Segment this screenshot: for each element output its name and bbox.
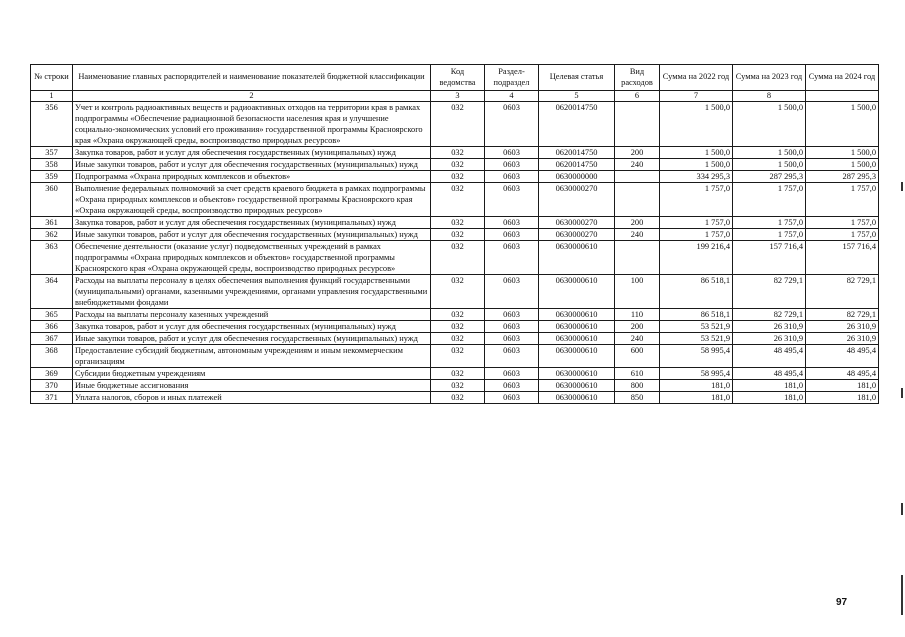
column-index: 6 (615, 91, 660, 102)
row-section: 0603 (485, 333, 539, 345)
table-row (31, 333, 879, 345)
column-index: 4 (485, 91, 539, 102)
row-expense-type: 240 (615, 333, 660, 345)
row-number: 371 (31, 392, 73, 404)
header-expense-type: Вид расходов (615, 65, 660, 91)
table-row (31, 102, 879, 147)
row-name: Обеспечение деятельности (оказание услуг) подведомственных учреждений в рамках подпрограммы «Охрана природных комплексов и объектов» государственной программы Красноярского края «Охрана окружающей среды, воспроизводство природных ресурсов» (73, 241, 431, 275)
row-name: Субсидии бюджетным учреждениям (73, 368, 431, 380)
row-sum-2022: 58 995,4 (660, 368, 733, 380)
row-dept-code: 032 (431, 171, 485, 183)
row-section: 0603 (485, 229, 539, 241)
row-sum-2024: 157 716,4 (806, 241, 879, 275)
row-sum-2022: 58 995,4 (660, 345, 733, 368)
row-number: 363 (31, 241, 73, 275)
row-dept-code: 032 (431, 368, 485, 380)
row-sum-2024: 1 500,0 (806, 147, 879, 159)
row-target: 0630000610 (539, 380, 615, 392)
row-sum-2022: 199 216,4 (660, 241, 733, 275)
row-number: 361 (31, 217, 73, 229)
table-row (31, 392, 879, 404)
row-section: 0603 (485, 368, 539, 380)
row-sum-2022: 53 521,9 (660, 321, 733, 333)
row-target: 0630000610 (539, 392, 615, 404)
row-sum-2024: 181,0 (806, 380, 879, 392)
row-section: 0603 (485, 159, 539, 171)
row-sum-2023: 1 757,0 (733, 229, 806, 241)
row-number: 359 (31, 171, 73, 183)
header-section: Раздел-подраздел (485, 65, 539, 91)
row-dept-code: 032 (431, 321, 485, 333)
row-section: 0603 (485, 321, 539, 333)
row-expense-type: 850 (615, 392, 660, 404)
row-target: 0630000610 (539, 333, 615, 345)
row-number: 368 (31, 345, 73, 368)
row-sum-2023: 157 716,4 (733, 241, 806, 275)
row-name: Расходы на выплаты персоналу казенных учреждений (73, 309, 431, 321)
header-target: Целевая статья (539, 65, 615, 91)
header-dept-code: Код ведомства (431, 65, 485, 91)
row-dept-code: 032 (431, 333, 485, 345)
row-section: 0603 (485, 392, 539, 404)
table-row (31, 380, 879, 392)
row-name: Расходы на выплаты персоналу в целях обеспечения выполнения функций государственными (муниципальными) органами, казенными учреждениями, органами управления государственными внебюджетными фондами (73, 275, 431, 309)
table-row (31, 241, 879, 275)
row-section: 0603 (485, 345, 539, 368)
row-number: 369 (31, 368, 73, 380)
row-name: Учет и контроль радиоактивных веществ и радиоактивных отходов на территории края в рамках подпрограммы «Обеспечение радиационной безопасности населения края и улучшение социально-экономических условий его проживания» государственной программы Красноярского края «Охрана окружающей среды, воспроизводство природных ресурсов» (73, 102, 431, 147)
table-row (31, 229, 879, 241)
row-sum-2023: 82 729,1 (733, 275, 806, 309)
table-row (31, 345, 879, 368)
row-sum-2023: 181,0 (733, 392, 806, 404)
column-index-row (31, 91, 879, 102)
row-sum-2024: 1 757,0 (806, 229, 879, 241)
row-expense-type: 100 (615, 275, 660, 309)
column-index: 3 (431, 91, 485, 102)
row-sum-2024: 82 729,1 (806, 275, 879, 309)
scan-edge-mark (901, 503, 903, 515)
row-number: 366 (31, 321, 73, 333)
row-sum-2022: 1 500,0 (660, 147, 733, 159)
column-index: 7 (660, 91, 733, 102)
table-row (31, 171, 879, 183)
table-row (31, 321, 879, 333)
row-dept-code: 032 (431, 392, 485, 404)
scan-edge-mark (901, 182, 903, 191)
row-sum-2024: 48 495,4 (806, 345, 879, 368)
row-sum-2022: 86 518,1 (660, 309, 733, 321)
row-expense-type: 800 (615, 380, 660, 392)
row-section: 0603 (485, 171, 539, 183)
scan-edge-mark (901, 575, 903, 615)
header-name: Наименование главных распорядителей и наименование показателей бюджетной классификации (73, 65, 431, 91)
table-row (31, 217, 879, 229)
row-sum-2022: 1 500,0 (660, 159, 733, 171)
row-sum-2024: 26 310,9 (806, 321, 879, 333)
row-number: 360 (31, 183, 73, 217)
row-expense-type: 200 (615, 321, 660, 333)
row-name: Подпрограмма «Охрана природных комплексов и объектов» (73, 171, 431, 183)
row-dept-code: 032 (431, 229, 485, 241)
row-name: Уплата налогов, сборов и иных платежей (73, 392, 431, 404)
row-expense-type (615, 171, 660, 183)
row-expense-type: 200 (615, 147, 660, 159)
row-sum-2023: 48 495,4 (733, 345, 806, 368)
row-sum-2024: 26 310,9 (806, 333, 879, 345)
row-section: 0603 (485, 275, 539, 309)
column-index (806, 91, 879, 102)
row-expense-type: 200 (615, 217, 660, 229)
row-name: Выполнение федеральных полномочий за счет средств краевого бюджета в рамках подпрограммы «Охрана природных комплексов и объектов» государственной программы Красноярского края «Охрана окружающей среды, воспроизводство природных ресурсов» (73, 183, 431, 217)
row-dept-code: 032 (431, 217, 485, 229)
row-sum-2022: 181,0 (660, 380, 733, 392)
row-sum-2022: 53 521,9 (660, 333, 733, 345)
table-row (31, 309, 879, 321)
row-sum-2024: 287 295,3 (806, 171, 879, 183)
table-row (31, 275, 879, 309)
row-section: 0603 (485, 217, 539, 229)
row-sum-2023: 26 310,9 (733, 321, 806, 333)
row-target: 0630000610 (539, 345, 615, 368)
row-target: 0630000270 (539, 217, 615, 229)
row-sum-2022: 1 757,0 (660, 229, 733, 241)
row-number: 357 (31, 147, 73, 159)
row-section: 0603 (485, 183, 539, 217)
table-row (31, 368, 879, 380)
scan-edge-mark (901, 388, 903, 398)
row-sum-2024: 1 757,0 (806, 183, 879, 217)
row-section: 0603 (485, 309, 539, 321)
row-target: 0620014750 (539, 159, 615, 171)
row-expense-type: 240 (615, 159, 660, 171)
row-number: 364 (31, 275, 73, 309)
row-expense-type: 610 (615, 368, 660, 380)
row-target: 0620014750 (539, 102, 615, 147)
row-dept-code: 032 (431, 345, 485, 368)
row-sum-2023: 82 729,1 (733, 309, 806, 321)
row-sum-2023: 1 757,0 (733, 217, 806, 229)
row-section: 0603 (485, 147, 539, 159)
row-sum-2023: 181,0 (733, 380, 806, 392)
row-number: 365 (31, 309, 73, 321)
row-number: 356 (31, 102, 73, 147)
row-dept-code: 032 (431, 147, 485, 159)
row-sum-2024: 48 495,4 (806, 368, 879, 380)
row-sum-2023: 48 495,4 (733, 368, 806, 380)
row-target: 0630000000 (539, 171, 615, 183)
row-dept-code: 032 (431, 275, 485, 309)
row-expense-type: 600 (615, 345, 660, 368)
header-sum-2024: Сумма на 2024 год (806, 65, 879, 91)
row-section: 0603 (485, 380, 539, 392)
row-sum-2024: 1 500,0 (806, 159, 879, 171)
row-dept-code: 032 (431, 380, 485, 392)
row-sum-2022: 1 757,0 (660, 183, 733, 217)
row-dept-code: 032 (431, 102, 485, 147)
row-dept-code: 032 (431, 309, 485, 321)
row-target: 0630000270 (539, 183, 615, 217)
row-sum-2022: 181,0 (660, 392, 733, 404)
row-sum-2024: 1 757,0 (806, 217, 879, 229)
row-sum-2024: 181,0 (806, 392, 879, 404)
row-name: Закупка товаров, работ и услуг для обеспечения государственных (муниципальных) нужд (73, 217, 431, 229)
row-name: Иные закупки товаров, работ и услуг для обеспечения государственных (муниципальных) нужд (73, 229, 431, 241)
row-name: Предоставление субсидий бюджетным, автономным учреждениям и иным некоммерческим организациям (73, 345, 431, 368)
row-number: 370 (31, 380, 73, 392)
row-section: 0603 (485, 102, 539, 147)
row-sum-2024: 1 500,0 (806, 102, 879, 147)
table-row (31, 183, 879, 217)
budget-document (30, 64, 878, 404)
row-sum-2023: 1 500,0 (733, 147, 806, 159)
row-name: Закупка товаров, работ и услуг для обеспечения государственных (муниципальных) нужд (73, 321, 431, 333)
table-header-row (31, 65, 879, 91)
row-target: 0630000610 (539, 321, 615, 333)
row-target: 0630000610 (539, 241, 615, 275)
row-dept-code: 032 (431, 241, 485, 275)
column-index: 5 (539, 91, 615, 102)
row-number: 362 (31, 229, 73, 241)
row-sum-2022: 334 295,3 (660, 171, 733, 183)
row-name: Иные закупки товаров, работ и услуг для обеспечения государственных (муниципальных) нужд (73, 333, 431, 345)
page-number: 97 (836, 597, 848, 608)
row-sum-2022: 1 757,0 (660, 217, 733, 229)
row-sum-2023: 1 757,0 (733, 183, 806, 217)
table-row (31, 159, 879, 171)
row-expense-type (615, 183, 660, 217)
column-index: 8 (733, 91, 806, 102)
row-number: 367 (31, 333, 73, 345)
row-target: 0620014750 (539, 147, 615, 159)
row-dept-code: 032 (431, 183, 485, 217)
column-index: 2 (73, 91, 431, 102)
header-sum-2022: Сумма на 2022 год (660, 65, 733, 91)
row-sum-2023: 287 295,3 (733, 171, 806, 183)
row-sum-2023: 1 500,0 (733, 102, 806, 147)
row-target: 0630000610 (539, 368, 615, 380)
budget-table (30, 64, 879, 404)
row-target: 0630000270 (539, 229, 615, 241)
row-number: 358 (31, 159, 73, 171)
row-sum-2024: 82 729,1 (806, 309, 879, 321)
table-body (31, 102, 879, 404)
column-index: 1 (31, 91, 73, 102)
row-expense-type (615, 102, 660, 147)
row-expense-type: 110 (615, 309, 660, 321)
row-sum-2022: 86 518,1 (660, 275, 733, 309)
row-expense-type: 240 (615, 229, 660, 241)
row-target: 0630000610 (539, 275, 615, 309)
row-sum-2023: 1 500,0 (733, 159, 806, 171)
row-target: 0630000610 (539, 309, 615, 321)
row-sum-2022: 1 500,0 (660, 102, 733, 147)
row-dept-code: 032 (431, 159, 485, 171)
row-name: Закупка товаров, работ и услуг для обеспечения государственных (муниципальных) нужд (73, 147, 431, 159)
header-sum-2023: Сумма на 2023 год (733, 65, 806, 91)
row-section: 0603 (485, 241, 539, 275)
table-row (31, 147, 879, 159)
row-sum-2023: 26 310,9 (733, 333, 806, 345)
row-expense-type (615, 241, 660, 275)
header-row-no: № строки (31, 65, 73, 91)
row-name: Иные закупки товаров, работ и услуг для обеспечения государственных (муниципальных) нужд (73, 159, 431, 171)
row-name: Иные бюджетные ассигнования (73, 380, 431, 392)
